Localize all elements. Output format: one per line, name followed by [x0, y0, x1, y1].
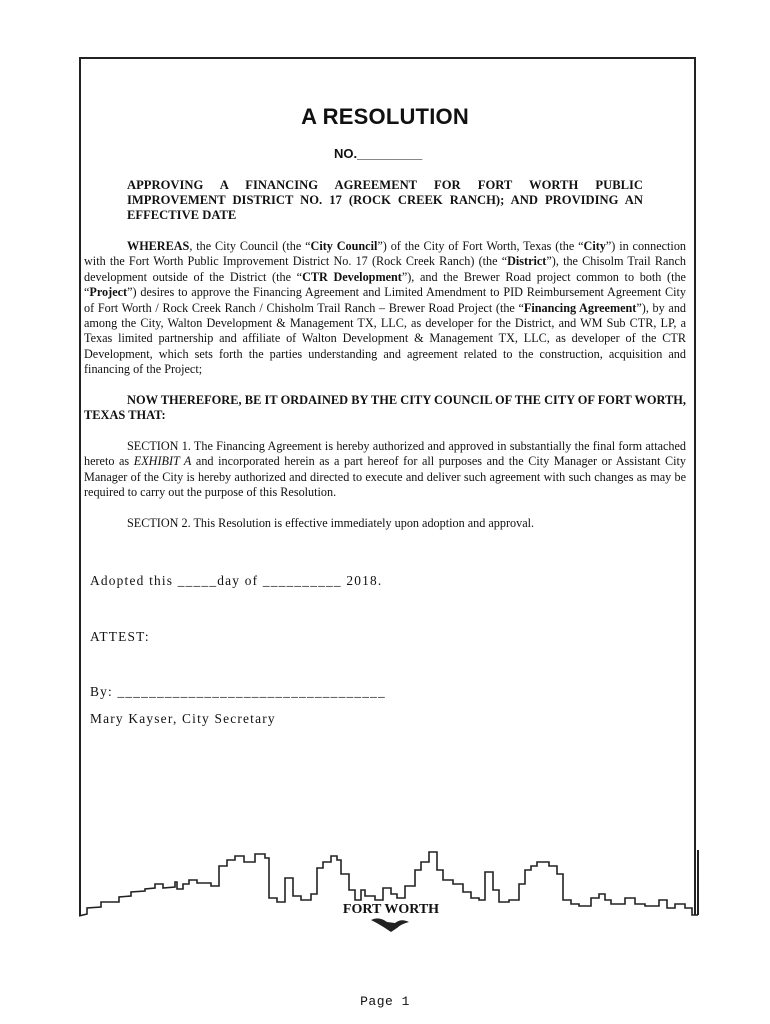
- adopted-line: Adopted this _____day of __________ 2018.: [90, 573, 383, 588]
- attest-label: ATTEST:: [90, 629, 150, 644]
- page-number: Page 1: [360, 994, 410, 1009]
- section-2: SECTION 2. This Resolution is effective immediately upon adoption and approval.: [127, 516, 535, 530]
- fort-worth-skyline-logo: [79, 840, 700, 940]
- section-1: SECTION 1. The Financing Agreement is hereby authorized and approved in substantially the final form attached hereto as EXHIBIT A and incorporated herein as a part hereof for all purposes and the City Manager or Assistant City Manager of the City is hereby authorized and directed to execute and deliver such agreement with such changes as may be required to carry out the purpose of this Resolution.: [84, 439, 686, 500]
- city-secretary-name: Mary Kayser, City Secretary: [90, 711, 276, 726]
- signature-line: By: __________________________________: [90, 684, 386, 699]
- ordain-clause: NOW THEREFORE, BE IT ORDAINED BY THE CITY COUNCIL OF THE CITY OF FORT WORTH, TEXAS THAT:: [84, 393, 686, 423]
- resolution-number: NO._________: [334, 146, 423, 161]
- longhorn-icon: [371, 918, 409, 932]
- fort-worth-logo-text: FORT WORTH: [342, 902, 440, 917]
- whereas-paragraph: WHEREAS, the City Council (the “City Council”) of the City of Fort Worth, Texas (the “City”) in connection with the Fort Worth Public Improvement District No. 17 (Rock Creek Ranch) (the “District”), the Chisolm Trail Ranch development outside of the District (the “CTR Development”), and the Brewer Road project common to both (the “Project”) desires to approve the Financing Agreement and Limited Amendment to PID Reimbursement Agreement City of Fort Worth / Rock Creek Ranch / Chisholm Trail Ranch – Brewer Road Project (the “Financing Agreement”), by and among the City, Walton Development & Management TX, LLC, as developer for the District, and WM Sub CTR, LP, a Texas limited partnership and affiliate of Walton Development & Management TX, LLC, as developer of the CTR Development, which sets forth the parties understanding and agreement related to the construction, acquisition and financing of the Project;: [84, 239, 687, 377]
- resolution-caption: APPROVING A FINANCING AGREEMENT FOR FORT WORTH PUBLIC IMPROVEMENT DISTRICT NO. 17 (ROCK CREEK RANCH); AND PROVIDING AN EFFECTIVE DATE: [127, 178, 643, 222]
- resolution-title: A RESOLUTION: [301, 104, 469, 129]
